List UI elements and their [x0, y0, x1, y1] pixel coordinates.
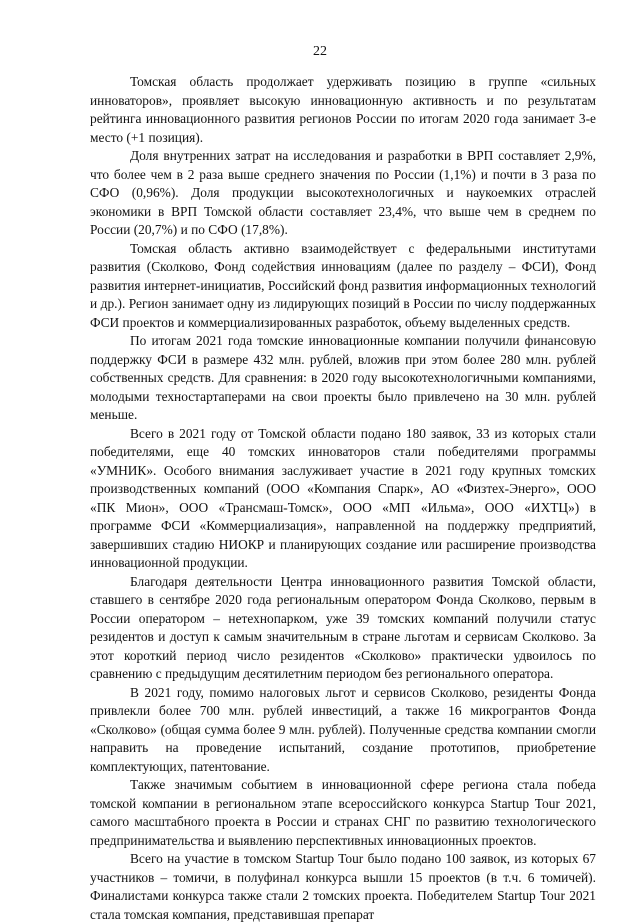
- paragraph-development-institutes: Томская область активно взаимодействует с федеральными институтами развития (Сколково, Фонд содействия инновациям (далее по разделу – ФСИ), Фонд развития интернет-инициатив, Российский фонд развития информационных технологий и др.). Регион занимает одну из лидирующих позиций в России по числу поддержанных ФСИ проектов и коммерциализированных разработок, объему выделенных средств.: [90, 240, 596, 330]
- paragraph-rnd-share: Доля внутренних затрат на исследования и разработки в ВРП составляет 2,9%, что более чем в 2 раза выше среднего значения по России (1,1%) и почти в 3 раза по СФО (0,96%). Доля продукции высокотехнологичных и наукоемких отраслей экономики в ВРП Томской области составляет 23,4%, что выше чем в среднем по России (20,7%) и по СФО (17,8%).: [90, 148, 596, 237]
- page-number: 22: [313, 44, 327, 59]
- paragraph-skolkovo-operator: Благодаря деятельности Центра инновационного развития Томской области, ставшего в сентябре 2020 года региональным оператором Фонда Сколково, первым в России оператором – нетехнопарком, уже 39 томских компаний получили статус резидентов и доступ к самым значительным в стране льготам и сервисам Сколково. За этот короткий период число резидентов «Сколково» практически удвоилось по сравнению с предыдущим десятилетним периодом без регионального оператора.: [90, 573, 596, 681]
- paragraph-skolkovo-residents: В 2021 году, помимо налоговых льгот и сервисов Сколково, резиденты Фонда привлекли более 700 млн. рублей инвестиций, а также 16 микрогрантов Фонда «Сколково» (общая сумма более 9 млн. рублей). Полученные средства компании смогли направить на проведение испытаний, создание прототипов, приобретение комплектующих, патентование.: [90, 684, 596, 774]
- document-body: [90, 73, 596, 924]
- paragraph-startup-tour: Также значимым событием в инновационной сфере региона стала победа томской компании в региональном этапе всероссийского конкурса Startup Tour 2021, самого масштабного проекта в России и странах СНГ по развитию технологического предпринимательства и выявлению перспективных инновационных проектов.: [90, 777, 596, 848]
- paragraph-fsi-funding: По итогам 2021 года томские инновационные компании получили финансовую поддержку ФСИ в размере 432 млн. рублей, вложив при этом более 280 млн. рублей собственных средств. Для сравнения: в 2020 году высокотехнологичными компаниями, молодыми техностартаперами на свои проекты было привлечено на 30 млн. рублей меньше.: [90, 333, 596, 422]
- paragraph-innovator-rating: Томская область продолжает удерживать позицию в группе «сильных инноваторов», проявляет высокую инновационную активность и по результатам рейтинга инновационного развития регионов России по итогам 2020 года занимает 3-е место (+1 позиция).: [90, 74, 596, 145]
- paragraph-applications: Всего в 2021 году от Томской области подано 180 заявок, 33 из которых стали победителями, еще 40 томских инноваторов стали победителями программы «УМНИК». Особого внимания заслуживает участие в 2021 году крупных томских производственных компаний (ООО «Компания Спарк», АО «Физтех-Энерго», ООО «ПК Мион», ООО «Трансмаш-Томск», ООО «МП «Ильма», ООО «ИХТЦ») в программе ФСИ «Коммерциализация», направленной на поддержку предприятий, завершивших стадию НИОКР и планирующих создание или расширение производства инновационной продукции.: [90, 425, 596, 570]
- paragraph-startup-tour-results: Всего на участие в томском Startup Tour было подано 100 заявок, из которых 67 участников – томичи, в полуфинал конкурса вышли 15 проектов (в т.ч. 6 томичей). Финалистами конкурса также стали 2 томских проекта. Победителем Startup Tour 2021 стала томская компания, представившая препарат: [90, 851, 596, 922]
